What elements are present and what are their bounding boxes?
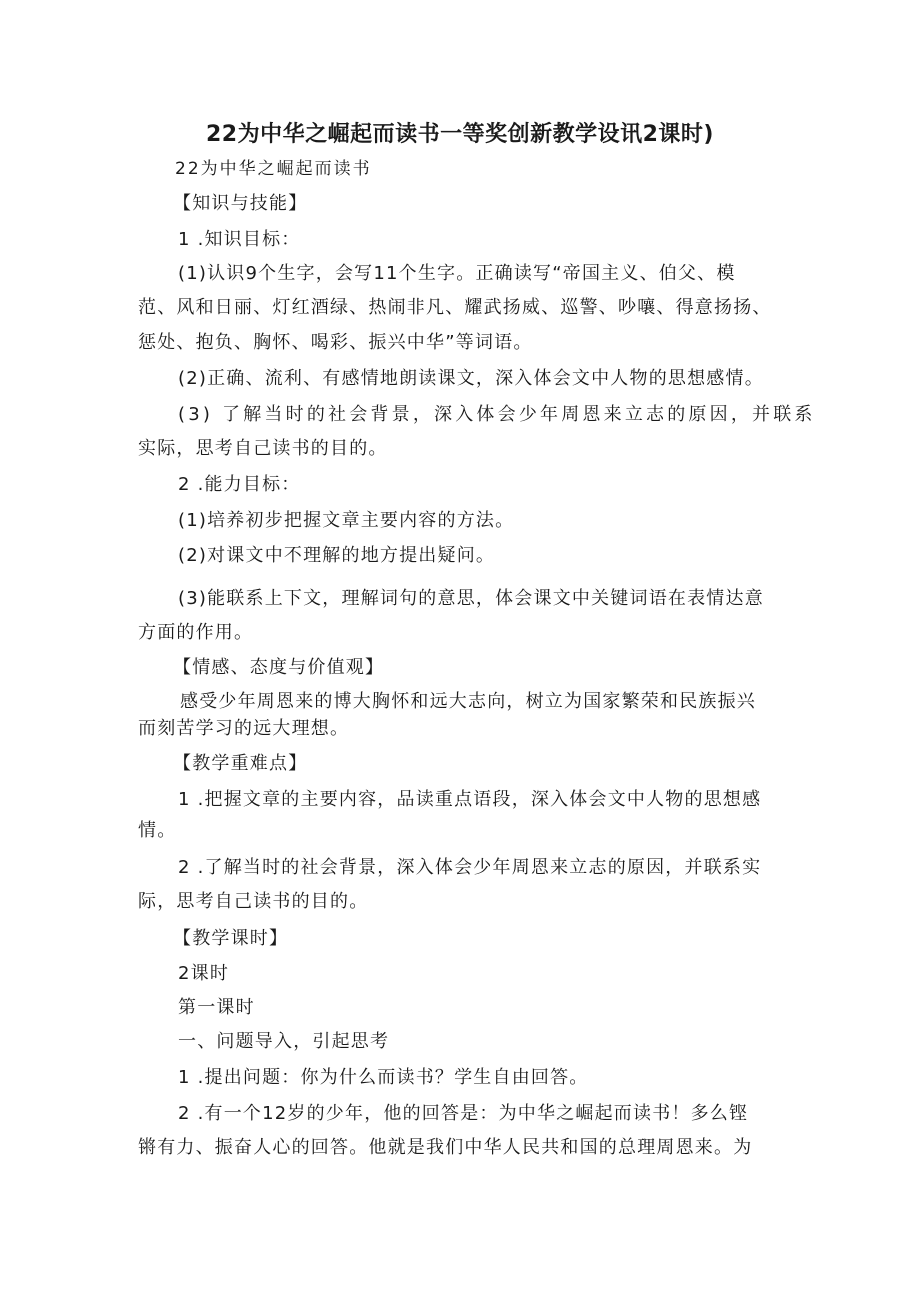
document-title: 22为中华之崛起而读书一等奖创新教学设讯2课时) (206, 122, 714, 147)
subtitle: 22为中华之崛起而读书 (175, 159, 372, 179)
paragraph-line: (2)对课文中不理解的地方提出疑问。 (178, 545, 496, 566)
paragraph-line: (1)培养初步把握文章主要内容的方法。 (178, 510, 515, 531)
paragraph-line: 锵有力、振奋人心的回答。他就是我们中华人民共和国的总理周恩来。为 (138, 1137, 753, 1158)
teaching-hours-value: 2课时 (178, 963, 230, 984)
ability-goal-heading: 2 .能力目标： (178, 474, 301, 495)
paragraph-line: 2 .有一个12岁的少年，他的回答是：为中华之崛起而读书！多么铿 (178, 1103, 749, 1124)
paragraph-line: 情。 (138, 820, 177, 841)
paragraph-line: (2)正确、流利、有感情地朗读课文，深入体会文中人物的思想感情。 (178, 368, 764, 389)
knowledge-goal-heading: 1 .知识目标： (178, 229, 301, 250)
paragraph-line: 而刻苦学习的远大理想。 (138, 718, 350, 739)
paragraph-line: 2 .了解当时的社会背景，深入体会少年周恩来立志的原因，并联系实 (178, 857, 762, 878)
paragraph-line: 方面的作用。 (138, 622, 254, 643)
paragraph-line: 1 .提出问题：你为什么而读书？学生自由回答。 (178, 1067, 589, 1088)
paragraph-line: (1)认识9个生字，会写11个生字。正确读写“帝国主义、伯父、模 (178, 263, 736, 284)
paragraph-line: (3) 了解当时的社会背景，深入体会少年周恩来立志的原因，并联系 (178, 404, 816, 425)
lesson-one-heading: 第一课时 (178, 997, 255, 1018)
paragraph-line: (3)能联系上下文，理解词句的意思，体会课文中关键词语在表情达意 (178, 588, 764, 609)
paragraph-line: 感受少年周恩来的博大胸怀和远大志向，树立为国家繁荣和民族振兴 (180, 691, 756, 712)
heading-knowledge-skills: 【知识与技能】 (173, 193, 308, 214)
section-one-heading: 一、问题导入，引起思考 (178, 1031, 390, 1052)
paragraph-line: 际，思考自己读书的目的。 (138, 891, 369, 912)
heading-key-difficult-points: 【教学重难点】 (173, 753, 308, 774)
paragraph-line: 1 .把握文章的主要内容，品读重点语段，深入体会文中人物的思想感 (178, 789, 762, 810)
paragraph-line: 惩处、抱负、胸怀、喝彩、振兴中华”等词语。 (138, 332, 533, 353)
heading-emotion-values: 【情感、态度与价值观】 (173, 657, 385, 678)
heading-teaching-hours: 【教学课时】 (173, 928, 289, 949)
paragraph-line: 实际，思考自己读书的目的。 (138, 438, 388, 459)
paragraph-line: 范、风和日丽、灯红酒绿、热闹非凡、耀武扬威、巡警、吵嚷、得意扬扬、 (138, 297, 772, 318)
